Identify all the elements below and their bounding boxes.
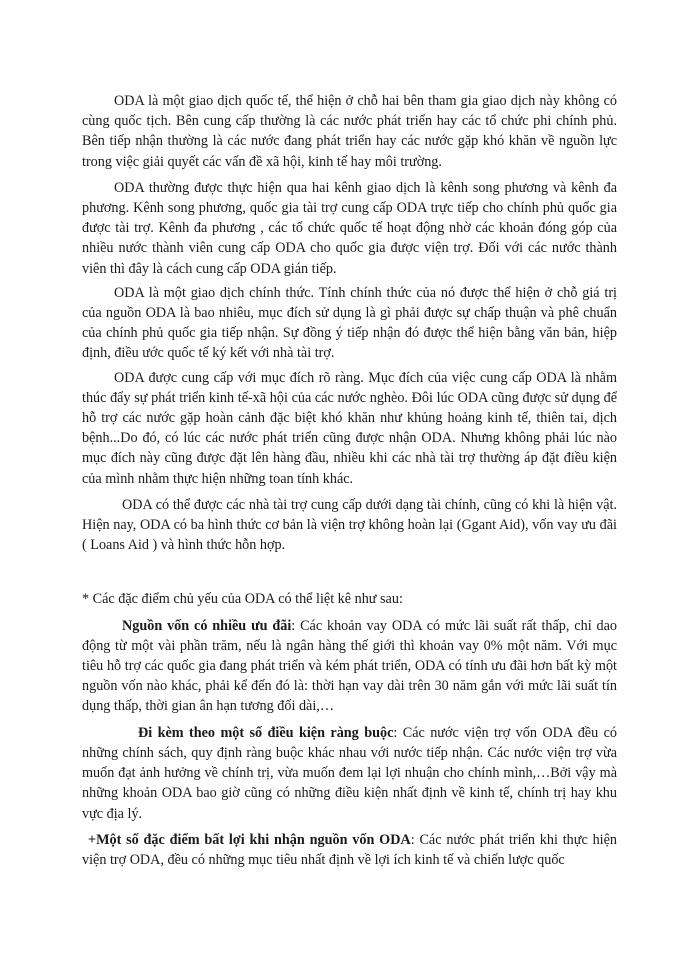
- feature-body: : Các khoản vay ODA có mức lãi suất rất thấp, chỉ dao động từ một vài phần trăm, nếu là ngân hàng thế giới thì khoản vay 0% một năm. Với mục tiêu hỗ trợ các quốc gia đang phát triển và kém phát triển, ODA có tính ưu đãi hơn bất kỳ một nguồn vốn nào khác, phải kể đến đó là: thời hạn vay dài trên 30 năm gắn với mức lãi suất tín dụng thấp, thời gian ân hạn tương đối dài,…: [82, 617, 617, 715]
- feature-title: Nguồn vốn có nhiều ưu đãi: [122, 617, 292, 634]
- paragraph-oda-channels: ODA thường được thực hiện qua hai kênh giao dịch là kênh song phương và kênh đa phương. Kênh song phương, quốc gia tài trợ cung cấp ODA trực tiếp cho chính phủ quốc gia được tài trợ. Kênh đa phương , các tổ chức quốc tế hoạt động nhờ các khoản đóng góp của nhiều nước thành viên cung cấp ODA cho quốc gia được viện trợ. Đối với các nước thành viên thì đây là cách cung cấp ODA gián tiếp.: [82, 179, 617, 277]
- feature-title: +Một số đặc điểm bất lợi khi nhận nguồn vốn ODA: [88, 831, 411, 848]
- document-body: [82, 91, 617, 870]
- feature-binding-conditions: [82, 723, 617, 824]
- feature-body: : Các nước phát triển khi thực hiện viện trợ ODA, đều có những mục tiêu nhất định về lợi ích kinh tế và chiến lược quốc: [82, 831, 617, 868]
- feature-preferential-capital: [82, 616, 617, 717]
- features-heading: * Các đặc điểm chủ yếu của ODA có thể liệt kê như sau:: [82, 591, 403, 608]
- paragraph-oda-official: ODA là một giao dịch chính thức. Tính chính thức của nó được thể hiện ở chỗ giá trị của nguồn ODA là bao nhiêu, mục đích sử dụng là gì phải được sự chấp thuận và phê chuẩn của chính phủ quốc gia tiếp nhận. Sự đồng ý tiếp nhận đó được thể hiện bằng văn bản, hiệp định, điều ước quốc tế ký kết với nhà tài trợ.: [82, 284, 617, 362]
- paragraph-oda-international: ODA là một giao dịch quốc tế, thể hiện ở chỗ hai bên tham gia giao dịch này không có cùng quốc tịch. Bên cung cấp thường là các nước phát triển hay các tổ chức phi chính phủ. Bên tiếp nhận thường là các nước đang phát triển hay các nước gặp khó khăn về nguồn lực trong việc giải quyết các vấn đề xã hội, kinh tế hay môi trường.: [82, 93, 617, 170]
- feature-disadvantages: [82, 830, 617, 870]
- paragraph-oda-forms: ODA có thể được các nhà tài trợ cung cấp dưới dạng tài chính, cũng có khi là hiện vật. Hiện nay, ODA có ba hình thức cơ bản là viện trợ không hoàn lại (Ggant Aid), vốn vay ưu đãi ( Loans Aid ) và hình thức hỗn hợp.: [82, 496, 617, 554]
- feature-body: : Các nước viện trợ vốn ODA đều có những chính sách, quy định ràng buộc khác nhau với nước tiếp nhận. Các nước viện trợ vừa muốn đạt ảnh hưởng về chính trị, vừa muốn đem lại lợi nhuận cho chính mình,…Bởi vậy mà những khoản ODA bao giờ cũng có những điều kiện nhất định về kinh tế, chính trị hay khu vực địa lý.: [82, 724, 617, 822]
- paragraph-oda-purpose: ODA được cung cấp với mục đích rõ ràng. Mục đích của việc cung cấp ODA là nhằm thúc đẩy sự phát triển kinh tế-xã hội của các nước nghèo. Đôi lúc ODA cũng được sử dụng để hỗ trợ các nước gặp hoàn cảnh đặc biệt khó khăn như khủng hoảng kinh tế, thiên tai, dịch bệnh...Do đó, có lúc các nước phát triển cũng được nhận ODA. Nhưng không phải lúc nào mục đích này cũng được đặt lên hàng đầu, nhiều khi các nhà tài trợ thường áp đặt điều kiện của mình nhằm thực hiện những toan tính khác.: [82, 369, 617, 487]
- feature-title: Đi kèm theo một số điều kiện ràng buộc: [138, 724, 394, 741]
